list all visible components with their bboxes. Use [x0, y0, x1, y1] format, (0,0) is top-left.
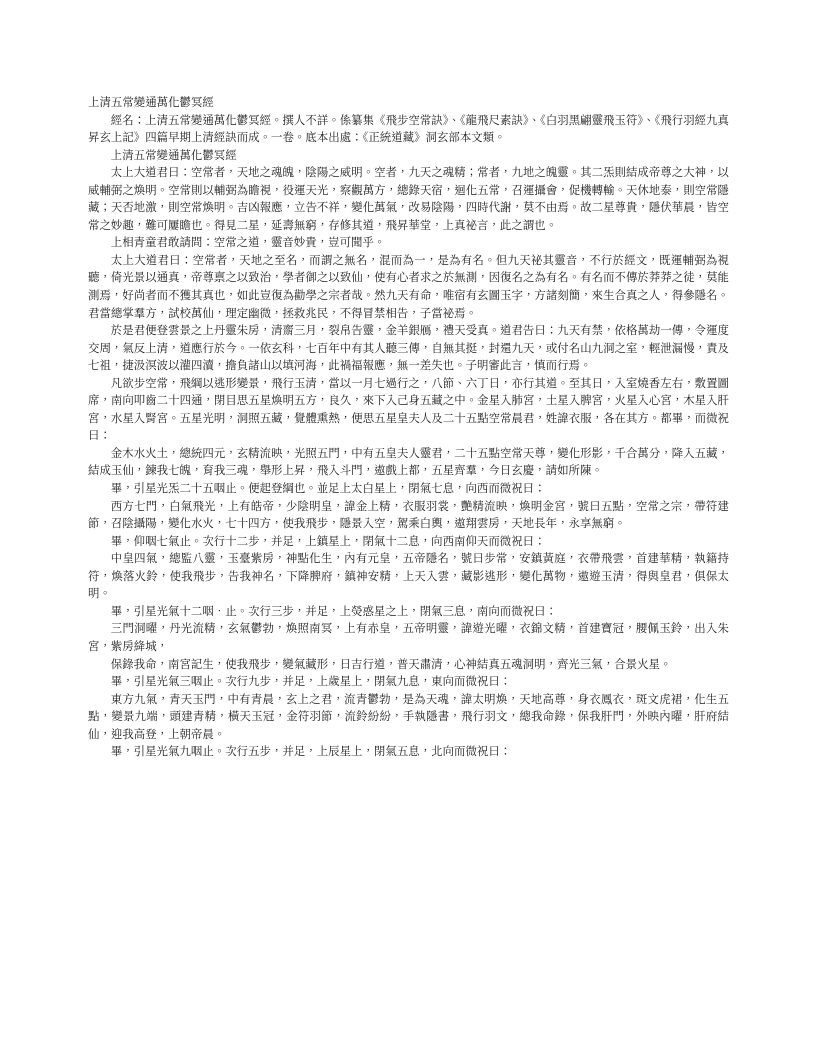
- document-paragraph: 凡欲步空常，飛綱以逃形變景，飛行玉清，當以一月七過行之，八節、六丁日，亦行其道。至其日，入室燒香左右，敷置圖席，南向叩齒二十四通，閉目思五星煥明五方，良久，來下入己身五藏之中。金星入肺宮，土星入脾宮，火星入心宮，木星入肝宮，水星入腎宮。五星光明，洞照五藏，覺體熏熱，便思五星皇夫人及二十五點空常晨君，姓諱衣服，各在其方。都畢，而微祝曰：: [88, 375, 729, 443]
- document-paragraph: 保錄我命，南宮記生，使我飛步，變氣藏形，日吉行道，普天肅清，心神結真五魂洞明，齊光三氣，合景火星。: [110, 656, 672, 671]
- document-paragraph: 中皇四氣，總監八靈，玉臺紫房，神點化生，內有元皇，五帝隱名，號曰步常，安鎮黃庭，衣帶飛雲，首建華精，執籍持符，煥落火鈴，使我飛步，告我神名，下降脾府，鎮神安精，上天入雲，藏影逃形，變化萬物，遨遊玉清，得與皇君，俱保太明。: [88, 551, 729, 601]
- document-subtitle: 上清五常變通萬化鬱冥經: [110, 147, 237, 162]
- document-paragraph: 畢，引星光炁二十五咽止。便起登綱也。並足上太白星上，閉氣七息，向西而微祝曰：: [110, 481, 546, 496]
- document-paragraph: 東方九氣，青天玉門，中有青晨，玄上之君，流青鬱勃，是為天魂，諱太明煥，天地高尊，身衣鳳衣，斑文虎裙，化生五點，變景九端，頭建青精，橫天玉冠，金符羽節，流鈴紛紛，手執隱書，飛行羽文，總我命錄，保我肝門，外映內曜，肝府結仙，迎我高登，上朝帝晨。: [88, 691, 729, 741]
- document-paragraph: 畢，引星光氣九咽止。次行五步，并足，上辰星上，閉氣五息，北向而微祝曰：: [110, 744, 512, 759]
- document-paragraph: 畢，引星光氣十二咽‧止。次行三步，并足，上熒惑星之上，閉氣三息，南向而微祝曰：: [110, 603, 557, 618]
- document-heading-title: 上清五常變通萬化鬱冥經: [88, 95, 214, 109]
- document-text-block: [88, 94, 729, 761]
- document-paragraph: 畢，引星光氣三咽止。次行九步，并足，上歲星上，閉氣九息，東向而微祝曰：: [110, 674, 512, 689]
- document-paragraph: 太上大道君曰：空常者，天地之魂魄，陰陽之威明。空者，九天之魂精；常者，九地之魄靈。其二炁則結成帝尊之大神，以威輔弼之煥明。空常則以輔弼為瞻視，役運天光，察觀萬方，總錄天宿，迴化五常，召運攝會，促機轉輸。天休地泰，則空常隱藏；天否地激，則空常煥明。吉凶報應，立告不祥，變化萬氣，改易陰陽，四時代謝，莫不由焉。故二星尊貴，隱伏華晨，皆空常之妙趣，難可屢瞻也。得見二星，延壽無窮，存修其道，飛昇華堂，上真祕言，此之謂也。: [88, 165, 729, 232]
- document-colophon: 經名：上清五常變通萬化鬱冥經。撰人不詳。係纂集《飛步空常訣》、《龍飛尺素訣》、《白羽黑翩靈飛玉符》、《飛行羽經九真昇玄上記》四篇早期上清經訣而成。一卷。底本出處：《正統道藏》洞玄部本文類。: [88, 112, 729, 145]
- document-paragraph: 畢，仰咽七氣止。次行十二步，并足，上鎮星上，閉氣十二息，向西南仰天而微祝曰：: [110, 533, 546, 548]
- document-paragraph: 太上大道君曰：空常者，天地之至名，而謂之無名，混而為一，是為有名。但九天祕其靈音，不行於經文，既運輔弼為視聽，倚光景以通真，帝尊禀之以致治，學者御之以致仙，使有心者求之於無測，因復名之為有名。有名而不傳於莽莽之徒，莫能測焉，好尚者而不獲其真也，如此豈復為勸學之宗者哉。然九天有命，唯宿有玄圖玉字，方諸刻簡，來生合真之人，得參隱名。君當總掌羣方，試校萬仙，理定幽微，拯救兆民，不得冒禁相告，子當祕焉。: [88, 252, 729, 320]
- document-paragraph: 西方七門，白氣飛光，上有皓帝，少陰明皇，諱金上精，衣服羽裳，艷精流映，煥明金宮，號曰五點，空常之宗，帶符建節，召陰攝陽，變化水火，七十四方，使我飛步，隱景入空，駕乘白輿，遨翔雲房，天地長年，永享無窮。: [88, 498, 729, 531]
- document-paragraph: 金木水火土，總統四元，玄精流映，光照五門，中有五皇夫人靈君，二十五點空常天尊，變化形影，千合萬分，降入五藏，結成玉仙，鍊我七魄，育我三魂，舉形上昇，飛入斗門，遨戲上都，五星齊羣，今日玄慶，請如所陳。: [88, 445, 729, 478]
- document-paragraph: 上相青童君敢請問：空常之道，靈音妙貴，豈可聞乎。: [110, 235, 386, 250]
- document-paragraph: 於是君便登雲景之上丹靈朱房，清齋三月，裂帛告靈，金羊銀鴈，禮天受真。道君告曰：九天有禁，依格萬劫一傳，令運度交周，氣反上清，道應行於今。一依玄科，七百年中有其人聽三傳，自無其挺，封還九天，或付名山九洞之室，輕泄漏慢，責及七祖，捷汲溟波以灌四瀆，擔負諸山以填河海，此禍福報應，無一差失也。子明審此言，慎而行焉。: [88, 323, 729, 373]
- document-paragraph: 三門洞曜，丹光流精，玄氣鬱勃，煥照南冥，上有赤皇，五帝明靈，諱遊光曜，衣錦文精，首建寶冠，腰佩玉鈴，出入朱宮，紫房絳城，: [88, 621, 729, 653]
